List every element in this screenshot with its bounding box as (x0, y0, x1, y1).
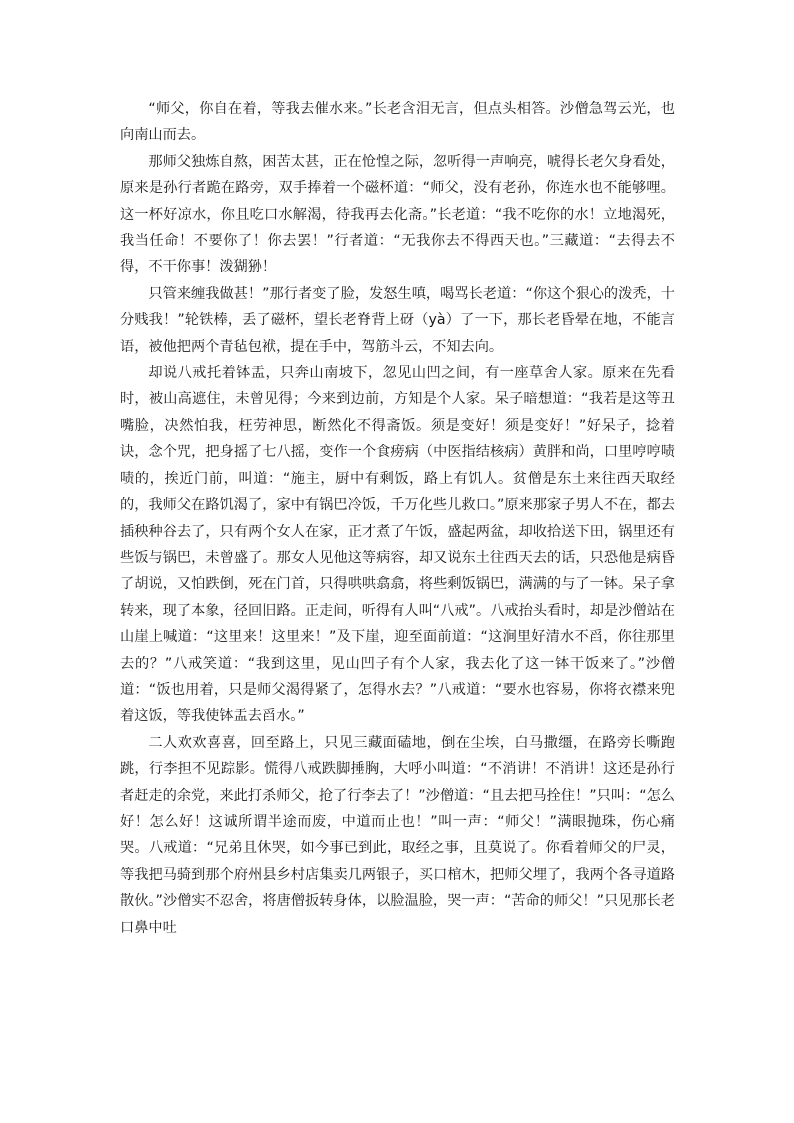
body-text (120, 96, 675, 941)
paragraph-2: 那师父独炼自熬，困苦太甚，正在怆惶之际，忽听得一声响亮，唬得长老欠身看处，原来是孙行者跪在路旁，双手捧着一个磁杯道：“师父，没有老孙，你连水也不能够哩。这一杯好凉水，你且吃口水解渴，待我再去化斋。”长老道：“我不吃你的水！立地渴死，我当任命！不要你了！你去罢！”行者道：“无我你去不得西天也。”三藏道：“去得去不得，不干你事！泼猢狲！ (120, 153, 675, 276)
paragraph-3: 只管来缠我做甚！”那行者变了脸，发怒生嗔，喝骂长老道：“你这个狠心的泼秃，十分贱我！”轮铁棒，丢了磁杯，望长老脊背上砑（yà）了一下，那长老昏晕在地，不能言语，被他把两个青毡包袱，提在手中，驾筋斗云，不知去向。 (120, 285, 675, 355)
paragraph-1: “师父，你自在着，等我去催水来。”长老含泪无言，但点头相答。沙僧急驾云光，也向南山而去。 (120, 101, 675, 144)
paragraph-5: 二人欢欢喜喜，回至路上，只见三藏面磕地，倒在尘埃，白马撒缰，在路旁长嘶跑跳，行李担不见踪影。慌得八戒跌脚捶胸，大呼小叫道：“不消讲！不消讲！这还是孙行者赶走的余党，来此打杀师父，抢了行李去了！”沙僧道：“且去把马拴住！”只叫：“怎么好！怎么好！这诚所谓半途而废，中道而止也！”叫一声：“师父！”满眼抛珠，伤心痛哭。八戒道：“兄弟且休哭，如今事已到此，取经之事，且莫说了。你看着师父的尸灵，等我把马骑到那个府州县乡村店集卖几两银子，买口棺木，把师父埋了，我两个各寻道路散伙。”沙僧实不忍舍，将唐僧扳转身体，以脸温脸，哭一声：“苦命的师父！”只见那长老口鼻中吐 (120, 734, 675, 936)
paragraph-4: 却说八戒托着钵盂，只奔山南坡下，忽见山凹之间，有一座草舍人家。原来在先看时，被山高遮住，未曾见得；今来到边前，方知是个人家。呆子暗想道：“我若是这等丑嘴脸，决然怕我，枉劳神思，断然化不得斋饭。须是变好！须是变好！”好呆子，捻着诀，念个咒，把身摇了七八摇，变作一个食痨病（中医指结核病）黄胖和尚，口里哼哼啧啧的，挨近门前，叫道：“施主，厨中有剩饭，路上有饥人。贫僧是东土来往西天取经的，我师父在路饥渴了，家中有锅巴冷饭，千万化些儿救口。”原来那家子男人不在，都去插秧种谷去了，只有两个女人在家，正才煮了午饭，盛起两盆，却收拾送下田，锅里还有些饭与锅巴，未曾盛了。那女人见他这等病容，却又说东土往西天去的话，只恐他是病昏了胡说，又怕跌倒，死在门首，只得哄哄翕翕，将些剩饭锅巴，满满的与了一钵。呆子拿转来，现了本象，径回旧路。正走间，听得有人叫“八戒”。八戒抬头看时，却是沙僧站在山崖上喊道：“这里来！这里来！”及下崖，迎至面前道：“这涧里好清水不舀，你往那里去的？”八戒笑道：“我到这里，见山凹子有个人家，我去化了这一钵干饭来了。”沙僧道：“饭也用着，只是师父渴得紧了，怎得水去？”八戒道：“要水也容易，你将衣襟来兜着这饭，等我使钵盂去舀水。” (120, 365, 675, 725)
